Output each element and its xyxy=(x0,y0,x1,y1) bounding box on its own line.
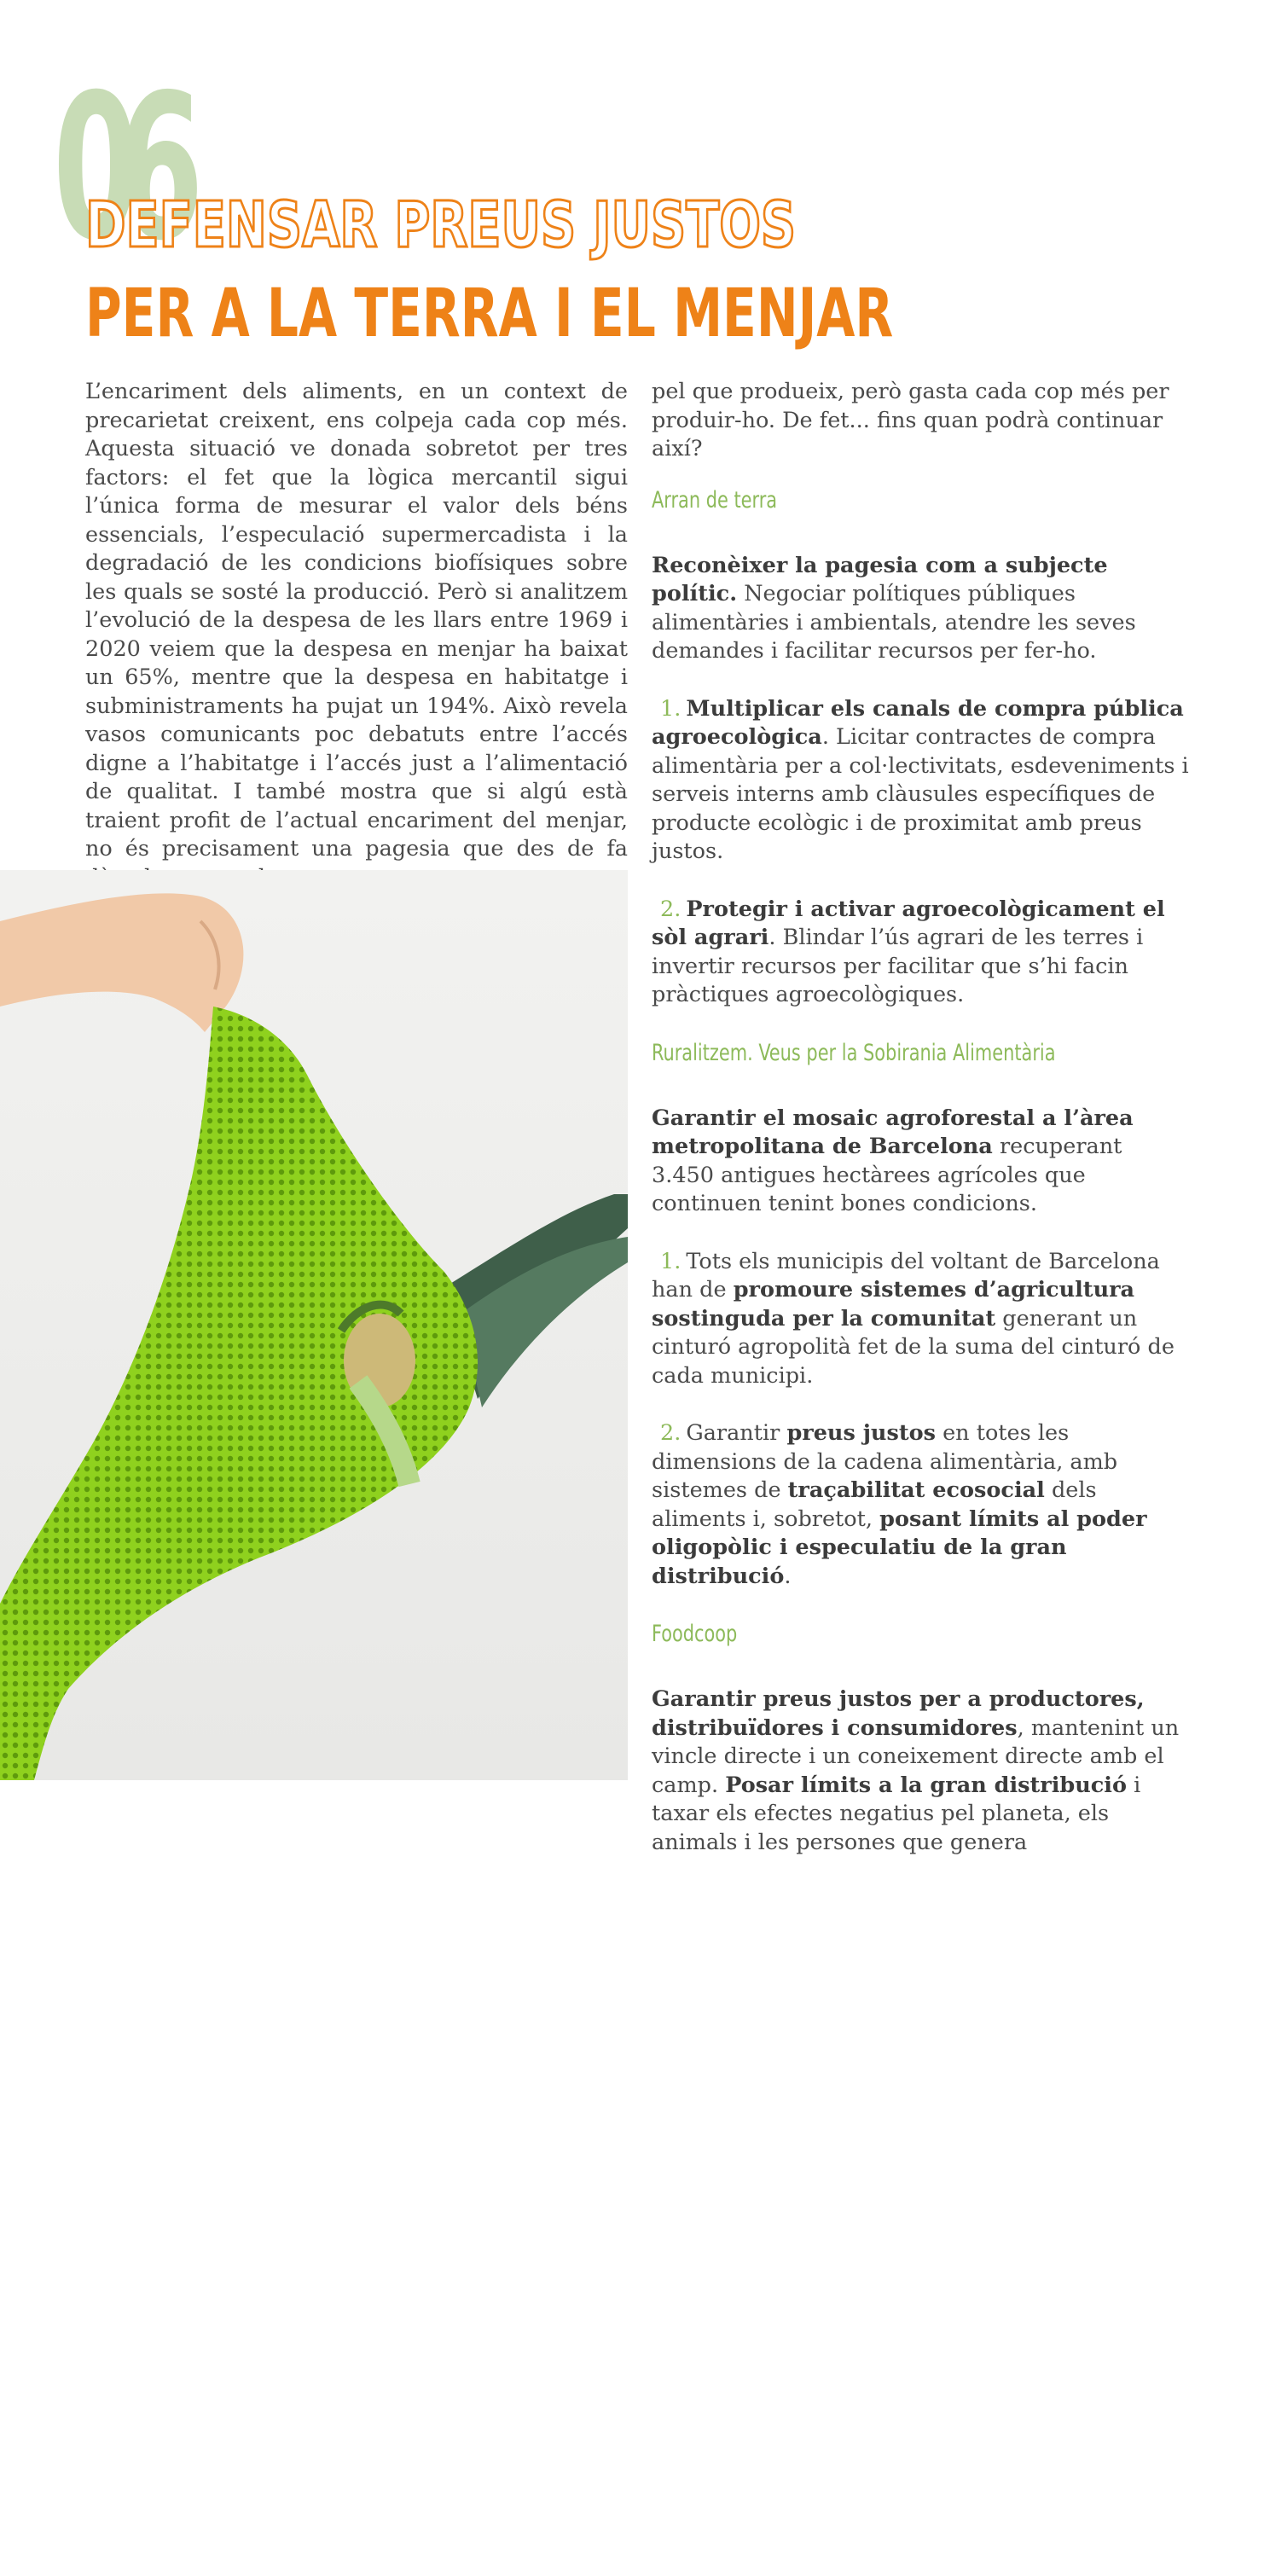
intro-paragraph: L’encariment dels aliments, en un context de precarietat creixent, ens colpeja cada cop més. Aquesta situació ve donada sobretot per tres factors: el fet que la lògica mercantil sigui l’única forma de mesurar el valor dels béns essencials, l’especulació supermercadista i la degradació de les condicions biofísiques sobre les quals se sosté la producció. Però si analitzem l’evolució de la despesa de les llars entre 1969 i 2020 veiem que la despesa en menjar ha baixat un 65%, mentre que la despesa en habitatge i subministraments ha pujat un 194%. Això revela vasos comunicants poc debatuts entre l’accés digne a l’habitatge i l’accés just a l’alimentació de qualitat. I també mostra que si algú està traient profit de l’actual encariment del menjar, no és precisament una pagesia que des de fa xyxy=(85,379,628,862)
section-heading-foodcoop: Foodcoop xyxy=(652,1621,738,1647)
arran-item-1-bold: Multiplicar els canals de compra pública agroecològica xyxy=(652,695,1184,750)
left-column xyxy=(85,378,628,892)
chapter-number: 06 xyxy=(53,52,182,285)
ruralitzem-item-2 xyxy=(652,1419,1189,1591)
ruralitzem-item-1-post: generant un cinturó agropolità fet de la suma del cinturó de cada municipi. xyxy=(652,1305,1174,1389)
ruralitzem-lead-bold: Garantir el mosaic agroforestal a l’àrea metropolitana de Barcelona xyxy=(652,1105,1134,1159)
arran-lead-text: Negociar polítiques públiques alimentàries i ambientals, atendre les seves demandes i facilitar recursos per fer-ho. xyxy=(652,581,1136,664)
list-number: 2. xyxy=(660,896,682,922)
title-line-1: DEFENSAR PREUS JUSTOS xyxy=(85,189,797,262)
ruralitzem-item-2-post: . xyxy=(784,1563,792,1589)
foodcoop-lead-text-2: i taxar els efectes negatius pel planeta, els animals i les persones que genera xyxy=(652,1772,1141,1855)
arran-lead-bold: Reconèixer la pagesia com a subjecte polític. xyxy=(652,552,1108,606)
ruralitzem-item-2-bold-2: traçabilitat ecosocial xyxy=(787,1477,1045,1503)
arran-item-2 xyxy=(652,896,1189,1010)
ruralitzem-item-2-bold-1: preus justos xyxy=(786,1420,936,1446)
arran-item-2-text: . Blindar l’ús agrari de les terres i invertir recursos per facilitar que s’hi facin pràctiques agroecològiques. xyxy=(652,925,1144,1007)
ruralitzem-item-2-bold-3: posant límits al poder oligopòlic i especulatiu de la gran distribució xyxy=(652,1506,1147,1589)
section-heading-ruralitzem: Ruralitzem. Veus per la Sobirania Alimentària xyxy=(652,1039,1056,1066)
photo-credit: Markus Spike UnSpah xyxy=(602,2437,618,2576)
list-number: 1. xyxy=(660,1248,682,1274)
ruralitzem-item-1-bold: promoure sistemes d’agricultura sostinguda per la comunitat xyxy=(652,1277,1135,1332)
right-column xyxy=(652,378,1189,1886)
ruralitzem-item-2-pre: Garantir xyxy=(686,1420,787,1446)
ruralitzem-lead xyxy=(652,1105,1189,1219)
foodcoop-lead-text: , mantenint un vincle directe i un coneixement directe amb el camp. xyxy=(652,1714,1180,1798)
section-heading-arran: Arran de terra xyxy=(652,486,778,513)
ruralitzem-item-2-mid-1: en totes les dimensions de la cadena alimentària, amb sistemes de xyxy=(652,1420,1118,1503)
ruralitzem-item-2-mid-2: dels aliments i, sobretot, xyxy=(652,1477,1097,1532)
title-line-2: PER A LA TERRA I EL MENJAR xyxy=(85,276,894,352)
photo-mesh-bag xyxy=(0,870,628,2576)
foodcoop-lead-bold: Garantir preus justos per a productores, distribuïdores i consumidores xyxy=(652,1686,1145,1741)
foodcoop-lead-bold-2: Posar límits a la gran distribució xyxy=(725,1772,1128,1798)
intro-continued: pel que produeix, però gasta cada cop més per produir-ho. De fet... fins quan podrà continuar així? xyxy=(652,379,1169,461)
ruralitzem-item-1 xyxy=(652,1248,1189,1391)
arran-item-2-bold: Protegir i activar agroecològicament el sòl agrari xyxy=(652,896,1165,950)
list-number: 1. xyxy=(660,695,682,722)
list-number: 2. xyxy=(660,1420,682,1446)
arran-item-1 xyxy=(652,695,1189,867)
ruralitzem-item-1-pre: Tots els municipis del voltant de Barcelona han de xyxy=(652,1248,1160,1303)
ruralitzem-lead-text: recuperant 3.450 antigues hectàrees agrícoles que continuen tenint bones condicions. xyxy=(652,1134,1122,1216)
arran-item-1-text: . Licitar contractes de compra alimentària per a col·lectivitats, esdeveniments i serveis interns amb clàusules específiques de producte ecològic i de proximitat amb preus justos. xyxy=(652,724,1189,864)
foodcoop-lead xyxy=(652,1685,1189,1857)
arran-lead xyxy=(652,552,1189,666)
mesh-bag-illustration xyxy=(0,870,628,1780)
